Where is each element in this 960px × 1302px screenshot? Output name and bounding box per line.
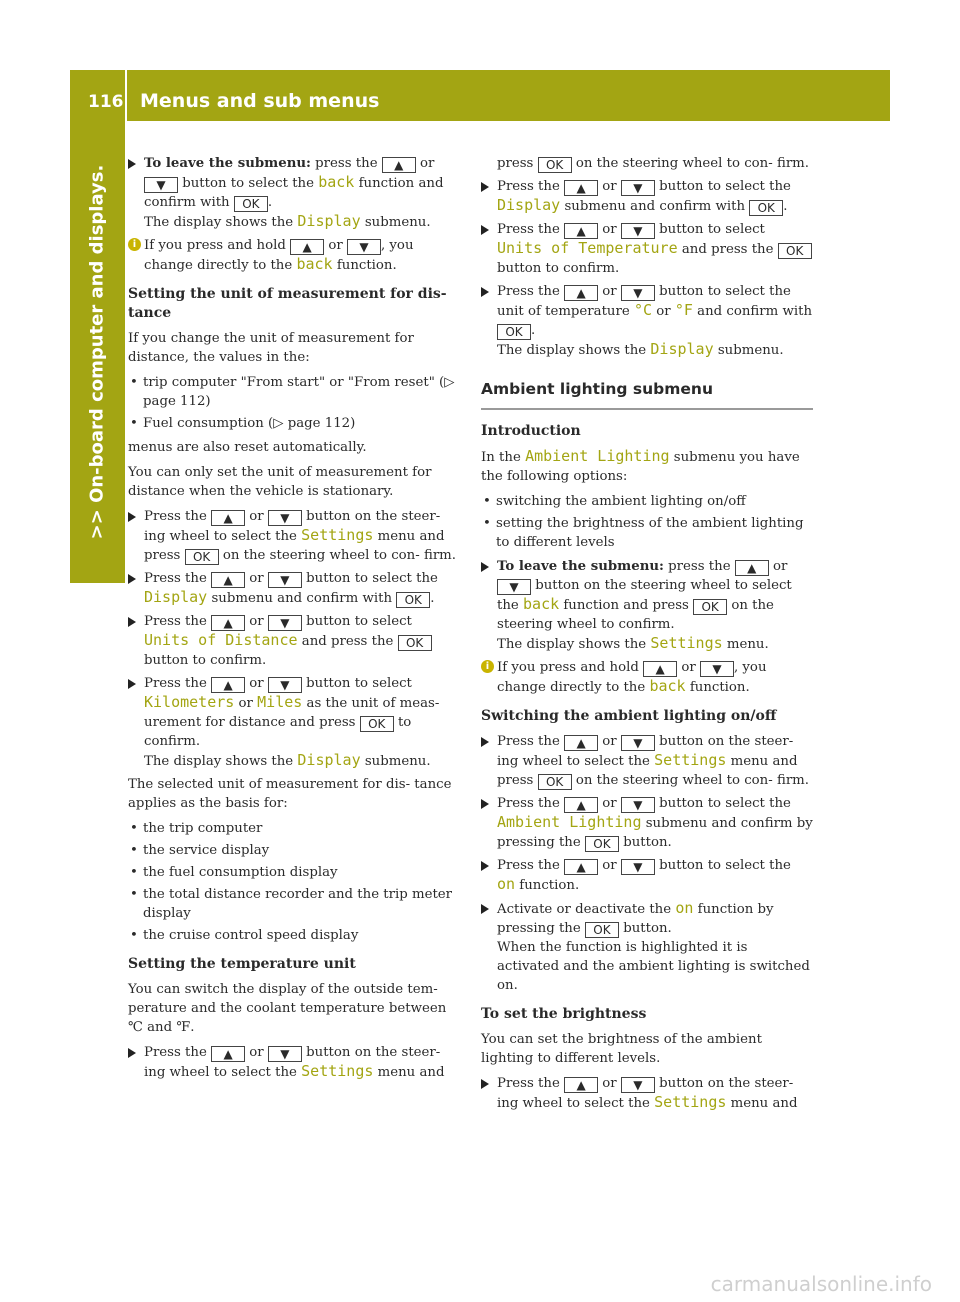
list-item: • the trip computer [128,819,460,838]
down-key-icon: ▼ [621,285,655,301]
up-key-icon: ▲ [564,223,598,239]
keyword-units-of-temperature: Units of Temperature [497,239,678,257]
text-run: function. [336,258,397,273]
keyword-settings: Settings [654,1093,727,1111]
text-run: submenu. [364,754,431,769]
paragraph: You can only set the unit of measurement for distance when the vehicle is stationary. [128,465,432,499]
text-run: or [249,1045,264,1060]
text-run: as the unit of meas- urement for distance and press [144,696,440,730]
step-item [128,507,460,565]
ok-key-icon: OK [538,774,572,790]
up-key-icon: ▲ [643,661,677,677]
up-key-icon: ▲ [564,797,598,813]
paragraph: The selected unit of measurement for dis- tance applies as the basis for: [128,777,452,811]
bullet-list [128,373,460,433]
heading-switching: Switching the ambient lighting on/off [481,708,777,724]
up-key-icon: ▲ [211,677,245,693]
down-key-icon: ▼ [621,1077,655,1093]
down-key-icon: ▼ [621,180,655,196]
text-run: or [656,304,671,319]
down-key-icon: ▼ [268,1046,302,1062]
text-run: or [681,660,696,675]
text-run: button to select the [182,176,314,191]
keyword-kilometers: Kilometers [144,693,235,711]
ok-key-icon: OK [234,196,268,212]
up-key-icon: ▲ [564,285,598,301]
header-divider [125,70,127,121]
text-run: or [420,156,435,171]
step-arrow-icon [128,679,136,689]
paragraph: You can switch the display of the outside tem- perature and the coolant temperature between ℃ and ℉. [128,982,447,1035]
step-arrow-icon [481,225,489,235]
text-run: button to select [659,222,765,237]
keyword-back: back [318,173,355,191]
text-run: button to select the [659,179,791,194]
step-item [481,220,813,278]
step-item [481,899,813,995]
keyword-back: back [649,677,686,695]
step-item [128,1043,460,1082]
step-arrow-icon [481,287,489,297]
keyword-back: back [296,255,333,273]
keyword-miles: Miles [257,693,303,711]
left-column [128,154,460,1086]
ok-key-icon: OK [585,922,619,938]
up-key-icon: ▲ [564,1077,598,1093]
text-run: or [602,222,617,237]
text-run: button to select the [659,796,791,811]
ok-key-icon: OK [749,200,783,216]
text-run: on the steering wheel to con- firm. [575,773,810,788]
text-run: or [238,696,253,711]
text-run: submenu and confirm by pressing the [497,816,813,850]
ok-key-icon: OK [396,592,430,608]
section-heading-ambient: Ambient lighting submenu [481,380,813,410]
paragraph: You can set the brightness of the ambient lighting to different levels. [481,1032,762,1066]
text-run: menu and [730,1096,798,1111]
watermark: carmanualsonline.info [710,1272,932,1296]
keyword-on: on [497,875,516,893]
text-run: menu and [377,1065,445,1080]
step-arrow-icon [481,562,489,572]
text-run: button on the steer- ing wheel to select the [144,509,441,544]
text-run: button to select the [659,858,791,873]
text-run: . [267,195,273,210]
text-run: If you press and hold [497,660,639,675]
keyword-display: Display [650,340,714,358]
ok-key-icon: OK [778,243,812,259]
text-run: button. [623,835,672,850]
text-run: button to select [306,614,412,629]
text-run: press the [315,156,378,171]
text-run: button. [623,921,672,936]
keyword-settings: Settings [650,634,723,652]
text-run: and confirm with [144,176,444,210]
text-run: function. [689,680,750,695]
text-run: . [531,323,536,338]
text-run: button to select the [306,571,438,586]
up-key-icon: ▲ [564,859,598,875]
keyword-settings: Settings [301,526,374,544]
paragraph: menus are also reset automatically. [128,440,367,455]
text-run: button to select [306,676,412,691]
up-key-icon: ▲ [211,572,245,588]
ok-key-icon: OK [693,599,727,615]
text-run: The display shows the [144,754,294,769]
keyword-units-of-distance: Units of Distance [144,631,298,649]
step-arrow-icon [481,737,489,747]
down-key-icon: ▼ [268,615,302,631]
step-arrow-icon [128,159,136,169]
text-run: If you press and hold [144,238,286,253]
info-icon: i [128,238,141,251]
text-run: Press the [144,614,207,629]
text-run: button on the steer- ing wheel to select the [144,1045,441,1080]
text-run: press the [668,559,731,574]
text-run: function by pressing the [497,902,774,936]
text-run: Press the [497,284,560,299]
page-number: 116 [88,92,124,112]
heading-brightness: To set the brightness [481,1006,647,1022]
list-item: • the fuel consumption display [128,863,460,882]
up-key-icon: ▲ [211,615,245,631]
ok-key-icon: OK [585,836,619,852]
text-run: button on the steering wheel to select the [497,578,792,613]
step-item [128,612,460,670]
text-run: , you change directly to the [497,660,767,695]
paragraph: If you change the unit of measurement for distance, the values in the: [128,331,414,365]
step-arrow-icon [481,1079,489,1089]
text-run: The display shows the [497,343,647,358]
text-run: Press the [497,858,560,873]
text-run: press [497,156,534,171]
keyword-settings: Settings [654,751,727,769]
text-run: or [249,614,264,629]
list-item: • setting the brightness of the ambient lighting to different levels [481,514,813,552]
down-key-icon: ▼ [621,797,655,813]
keyword-settings: Settings [301,1062,374,1080]
text-run: or [249,676,264,691]
text-run: or [249,571,264,586]
text-run: submenu. [717,343,784,358]
step-arrow-icon [128,617,136,627]
heading-temperature-unit: Setting the temperature unit [128,956,356,972]
text-run: function [358,176,415,191]
text-run: function. [519,878,580,893]
text-run: and confirm with [697,304,813,319]
text-run: or [328,238,343,253]
text-run: menu and press [144,529,445,563]
down-key-icon: ▼ [621,859,655,875]
text-run: and press the [681,242,774,257]
text-run: and press the [301,634,394,649]
step-arrow-icon [481,861,489,871]
bullet-list [481,492,813,552]
down-key-icon: ▼ [268,510,302,526]
step-leave-submenu [128,154,460,232]
text-run: submenu and confirm with [564,199,746,214]
up-key-icon: ▲ [211,1046,245,1062]
step-item [481,732,813,790]
keyword-back: back [523,595,560,613]
keyword-ambient-lighting: Ambient Lighting [525,447,670,465]
keyword-fahrenheit: °F [674,301,693,319]
keyword-display: Display [144,588,208,606]
text-run: Press the [144,676,207,691]
down-key-icon: ▼ [347,239,381,255]
text-run: menu and press [497,754,798,788]
text-run: or [602,284,617,299]
bullet-list [128,819,460,945]
down-key-icon: ▼ [621,735,655,751]
keyword-display: Display [297,751,361,769]
text-run: To leave the submenu: [497,559,664,574]
text-run: or [602,734,617,749]
ok-key-icon: OK [185,549,219,565]
keyword-display: Display [297,212,361,230]
text-run: on the steering wheel to confirm. [497,598,774,632]
info-note [128,236,460,275]
text-run: on the steering wheel to con- firm. [575,156,810,171]
page-title: Menus and sub menus [140,90,380,112]
right-column [481,154,813,1117]
list-item: • the cruise control speed display [128,926,460,945]
list-item: • the service display [128,841,460,860]
ok-key-icon: OK [538,157,572,173]
step-item [481,856,813,895]
text-run: button to confirm. [497,261,620,276]
text-run: or [602,179,617,194]
info-icon: i [481,660,494,673]
text-run: or [602,796,617,811]
text-run: function and press [563,598,689,613]
text-run: or [249,509,264,524]
step-arrow-icon [481,799,489,809]
down-key-icon: ▼ [497,579,531,595]
text-run: Press the [144,509,207,524]
list-item: • the total distance recorder and the trip meter display [128,885,460,923]
step-item [481,794,813,852]
up-key-icon: ▲ [564,180,598,196]
keyword-celsius: °C [633,301,653,319]
up-key-icon: ▲ [290,239,324,255]
down-key-icon: ▼ [268,572,302,588]
step-item [481,177,813,216]
text-run: button to confirm. [144,653,267,668]
step-item [128,674,460,771]
down-key-icon: ▼ [621,223,655,239]
text-run: , you change directly to the [144,238,414,273]
up-key-icon: ▲ [564,735,598,751]
step-arrow-icon [128,1048,136,1058]
text-run: Press the [497,1076,560,1091]
step-item [128,569,460,608]
heading-introduction: Introduction [481,423,581,439]
text-run: or [773,559,788,574]
chapter-label: >> On-board computer and displays. [86,164,108,540]
step-arrow-icon [481,182,489,192]
text-run: button on the steer- ing wheel to select the [497,1076,794,1111]
list-item: • switching the ambient lighting on/off [481,492,813,511]
text-run: to confirm. [144,715,412,749]
text-run: Press the [497,222,560,237]
text-run: The display shows the [497,637,647,652]
text-run: Press the [497,179,560,194]
down-key-icon: ▼ [700,661,734,677]
text-run: . [430,591,435,606]
ok-key-icon: OK [497,324,531,340]
ok-key-icon: OK [398,635,432,651]
text-run: or [602,858,617,873]
text-run: submenu and confirm with [211,591,393,606]
ok-key-icon: OK [360,716,394,732]
keyword-display: Display [497,196,561,214]
text-run: Press the [497,734,560,749]
text-run: . [783,199,788,214]
text-run: Activate or deactivate the [497,902,672,917]
text-run: or [602,1076,617,1091]
text-run: button on the steer- ing wheel to select the [497,734,794,769]
down-key-icon: ▼ [268,677,302,693]
info-note [481,658,813,697]
text-run: Press the [497,796,560,811]
step-item [481,282,813,360]
text-run: To leave the submenu: [144,156,311,171]
text-run: button to select the unit of temperature [497,284,791,319]
list-item: • trip computer "From start" or "From reset" (▷ page 112) [128,373,460,411]
up-key-icon: ▲ [382,157,416,173]
step-leave-submenu [481,557,813,654]
step-arrow-icon [481,904,489,914]
step-continued [481,154,813,173]
text-run: submenu. [364,215,431,230]
paragraph [481,447,813,486]
text-run: The display shows the [144,215,294,230]
text-run: Press the [144,571,207,586]
text-run: menu. [726,637,769,652]
keyword-ambient-lighting: Ambient Lighting [497,813,642,831]
list-item: • Fuel consumption (▷ page 112) [128,414,460,433]
text-run: Press the [144,1045,207,1060]
step-arrow-icon [128,574,136,584]
up-key-icon: ▲ [735,560,769,576]
up-key-icon: ▲ [211,510,245,526]
heading-distance-unit: Setting the unit of measurement for dis- tance [128,286,447,321]
keyword-on: on [675,899,694,917]
text-run: When the function is highlighted it is activated and the ambient lighting is switched on. [497,940,810,993]
text-run: In the [481,450,521,465]
step-arrow-icon [128,512,136,522]
down-key-icon: ▼ [144,177,178,193]
step-item [481,1074,813,1113]
text-run: on the steering wheel to con- firm. [222,548,457,563]
text-run: submenu you have the following options: [481,450,800,484]
